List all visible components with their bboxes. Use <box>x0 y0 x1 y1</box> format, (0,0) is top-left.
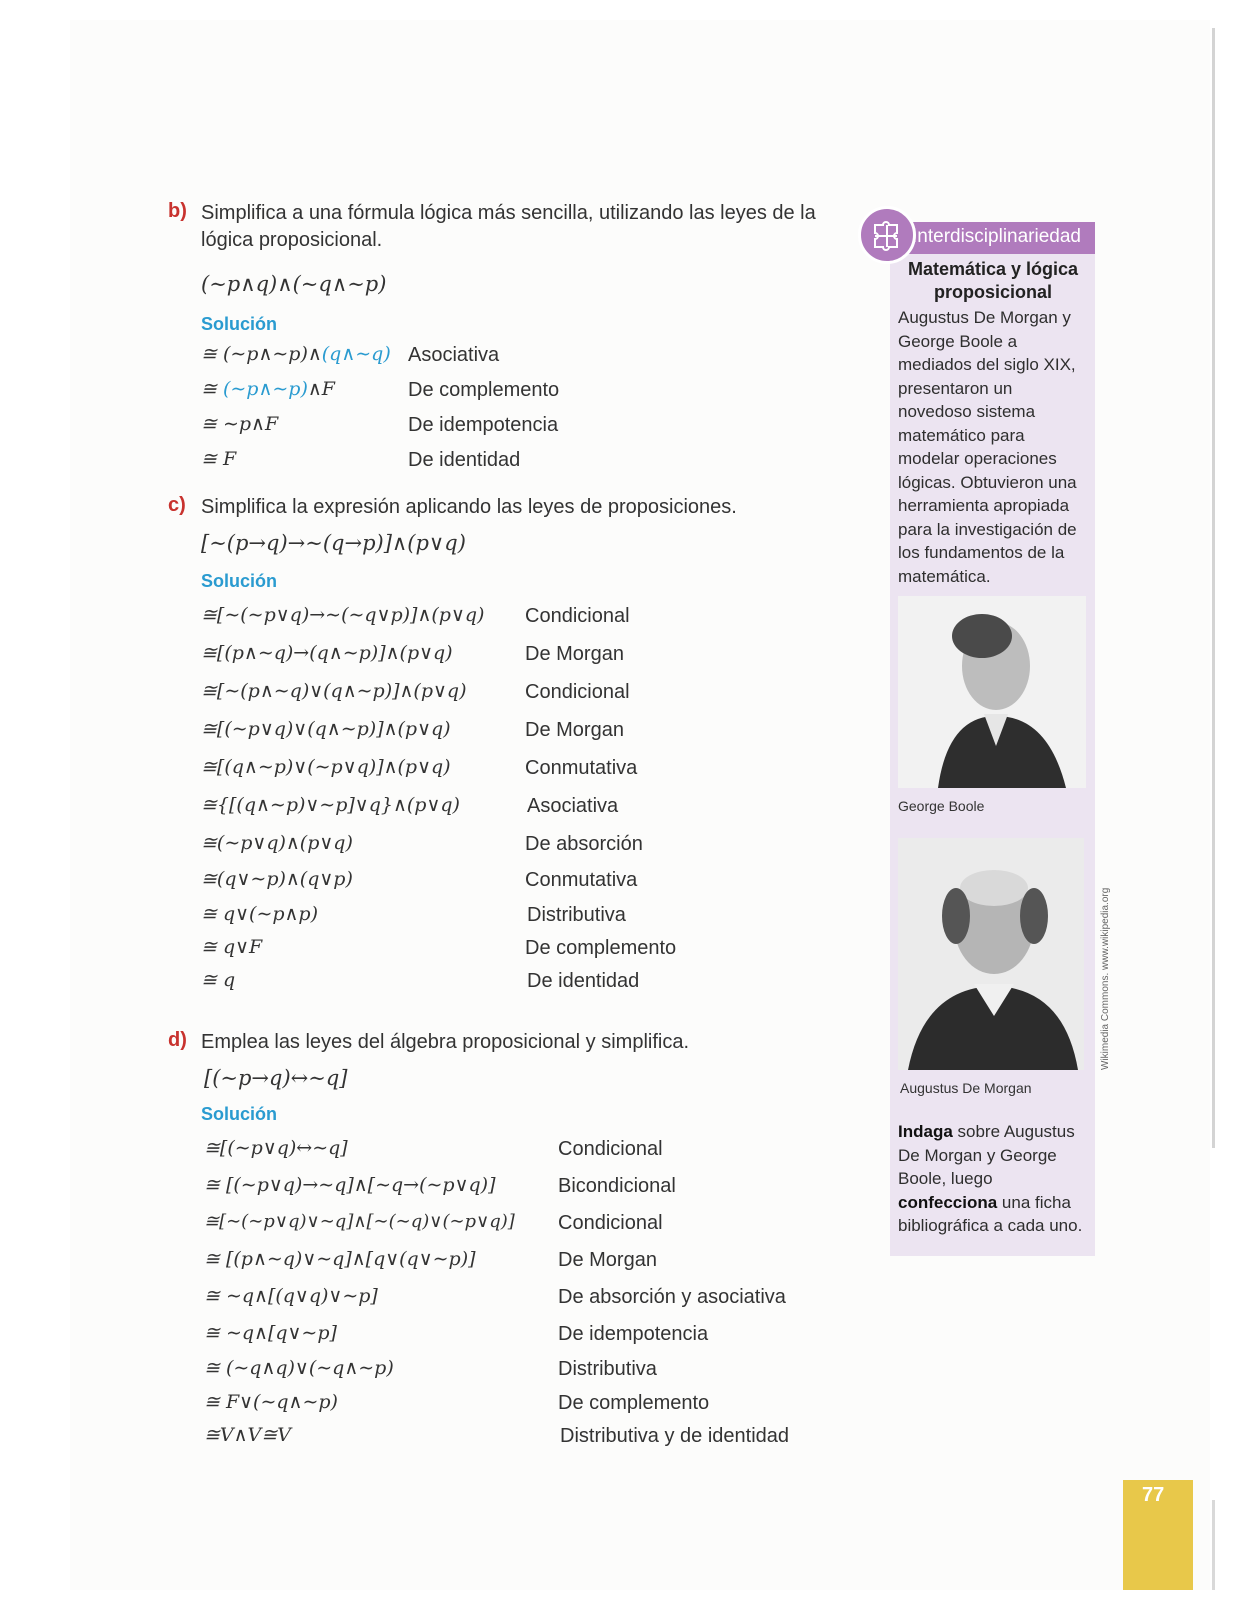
exercise-letter: d) <box>168 1029 187 1051</box>
sidebar-tab-label: Interdisciplinariedad <box>912 226 1081 247</box>
step-law: De idempotencia <box>408 414 559 436</box>
step-law: Asociativa <box>527 795 619 817</box>
step-row <box>168 868 878 903</box>
image-credit: Wikimedia Commons. www.wikipedia.org <box>1100 887 1111 1070</box>
step-law: De Morgan <box>525 719 624 741</box>
step-row <box>168 1137 878 1174</box>
portrait-augustus-de-morgan <box>898 838 1084 1070</box>
page-edge <box>1212 28 1215 1148</box>
step-law: Asociativa <box>408 344 500 366</box>
exercise-formula: [(∼p→q)↔∼q] <box>204 1066 348 1090</box>
step-row <box>168 642 878 680</box>
step-expression: ≅(q∨∼p)∧(q∨p) <box>201 868 353 890</box>
step-row <box>168 794 878 832</box>
step-law: Condicional <box>558 1212 663 1234</box>
step-expression: ≅{[(q∧∼p)∨∼p]∨q}∧(p∨q) <box>201 794 460 816</box>
page-edge-bottom <box>1212 1500 1215 1590</box>
step-law: Conmutativa <box>525 869 638 891</box>
step-row <box>168 1285 878 1322</box>
step-row <box>168 1211 878 1248</box>
step-law: Condicional <box>558 1138 663 1160</box>
step-law: De absorción y asociativa <box>558 1286 786 1308</box>
step-expression: ≅[(∼p∨q)↔∼q] <box>204 1137 348 1159</box>
step-law: Condicional <box>525 681 630 703</box>
step-expression: ≅ [(∼p∨q)→∼q]∧[∼q→(∼p∨q)] <box>204 1174 496 1196</box>
solution-steps <box>168 343 878 483</box>
step-row <box>168 832 878 868</box>
step-expression: ≅ q∨F <box>201 936 263 958</box>
step-law: Bicondicional <box>558 1175 676 1197</box>
step-expression: ≅ ∼q∧[q∨∼p] <box>204 1322 337 1344</box>
step-expression: ≅ ∼p∧F <box>201 413 279 435</box>
step-expression: ≅ ∼q∧[(q∨q)∨∼p] <box>204 1285 378 1307</box>
step-expression: ≅ [(p∧∼q)∨∼q]∧[q∨(q∨∼p)] <box>204 1248 476 1270</box>
step-row <box>168 448 878 483</box>
step-expression: ≅ F <box>201 448 237 470</box>
step-row <box>168 378 878 413</box>
step-law: Distributiva y de identidad <box>560 1425 790 1447</box>
solution-title: Solución <box>201 571 277 591</box>
step-law: De absorción <box>525 833 643 855</box>
step-row <box>168 1391 878 1424</box>
step-expression: ≅ (∼q∧q)∨(∼q∧∼p) <box>204 1357 394 1379</box>
step-row <box>168 1322 878 1357</box>
step-row <box>168 969 878 1002</box>
step-expression: ≅ (∼p∧∼p)∧(q∧∼q) <box>201 343 391 365</box>
sidebar-heading: Matemática y lógica proposicional <box>907 259 1079 302</box>
step-law: De complemento <box>525 937 677 959</box>
step-law: De idempotencia <box>558 1323 709 1345</box>
solution-steps <box>168 604 878 1002</box>
step-law: De complemento <box>408 379 560 401</box>
step-expression: ≅ q∨(∼p∧p) <box>201 903 319 925</box>
solution-steps <box>168 1137 878 1457</box>
step-row <box>168 936 878 969</box>
step-expression: ≅ (∼p∧∼p)∧F <box>201 378 335 400</box>
step-row <box>168 413 878 448</box>
step-row <box>168 1248 878 1285</box>
caption-george-boole: George Boole <box>898 798 985 814</box>
step-row <box>168 903 878 936</box>
step-law: Distributiva <box>527 904 626 926</box>
step-expression: ≅[∼(p∧∼q)∨(q∧∼p)]∧(p∨q) <box>201 680 467 702</box>
step-law: Distributiva <box>558 1358 657 1380</box>
step-expression: ≅V∧V≅V <box>204 1424 291 1446</box>
page-number: 77 <box>1142 1484 1165 1506</box>
step-law: Condicional <box>525 605 630 627</box>
step-row <box>168 1424 878 1457</box>
step-row <box>168 680 878 718</box>
step-law: De complemento <box>558 1392 710 1414</box>
step-expression: ≅[(q∧∼p)∨(∼p∨q)]∧(p∨q) <box>201 756 451 778</box>
step-law: De Morgan <box>525 643 624 665</box>
step-row <box>168 343 878 378</box>
step-law: Conmutativa <box>525 757 638 779</box>
sidebar-paragraph: Augustus De Morgan y George Boole a mediados del siglo XIX, presentaron un novedoso sistema matemático para modelar operaciones lógicas. Obtuvieron una herramienta apropiada para la investigación de los fundamentos de la matemática. <box>898 308 1077 586</box>
exercise-formula: [∼(p→q)→∼(q→p)]∧(p∨q) <box>201 531 466 555</box>
step-row <box>168 604 878 642</box>
sidebar-activity: Indaga sobre Augustus De Morgan y George Boole, luego confecciona una ficha bibliográfica a cada uno. <box>898 1122 1083 1235</box>
step-law: De identidad <box>408 449 521 471</box>
step-expression: ≅[(p∧∼q)→(q∧∼p)]∧(p∨q) <box>201 642 453 664</box>
solution-title: Solución <box>201 1104 277 1124</box>
step-expression: ≅ q <box>201 969 236 991</box>
step-expression: ≅[∼(∼p∨q)∨∼q]∧[∼(∼q)∨(∼p∨q)] <box>204 1211 515 1232</box>
step-row <box>168 1174 878 1211</box>
exercise-prompt: Simplifica a una fórmula lógica más sencilla, utilizando las leyes de la lógica proposicional. <box>201 202 816 251</box>
exercise-prompt: Emplea las leyes del álgebra proposicional y simplifica. <box>201 1031 690 1053</box>
step-expression: ≅(∼p∨q)∧(p∨q) <box>201 832 353 854</box>
exercise-letter: b) <box>168 200 187 222</box>
step-expression: ≅ F∨(∼q∧∼p) <box>204 1391 338 1413</box>
step-expression: ≅[(∼p∨q)∨(q∧∼p)]∧(p∨q) <box>201 718 451 740</box>
solution-title: Solución <box>201 314 277 334</box>
puzzle-icon <box>858 206 916 264</box>
exercise-formula: (∼p∧q)∧(∼q∧∼p) <box>201 272 387 296</box>
exercise-letter: c) <box>168 494 186 516</box>
exercise-prompt: Simplifica la expresión aplicando las leyes de proposiciones. <box>201 496 737 518</box>
exercise-b <box>168 200 878 490</box>
step-law: De Morgan <box>558 1249 657 1271</box>
step-expression: ≅[∼(∼p∨q)→∼(∼q∨p)]∧(p∨q) <box>201 604 485 626</box>
exercise-d <box>168 1029 878 1469</box>
step-row <box>168 756 878 794</box>
main-content <box>168 200 878 1469</box>
portrait-george-boole <box>898 596 1086 788</box>
step-law: De identidad <box>527 970 640 992</box>
exercise-c <box>168 494 878 1029</box>
step-row <box>168 718 878 756</box>
step-row <box>168 1357 878 1391</box>
caption-augustus-de-morgan: Augustus De Morgan <box>900 1080 1032 1096</box>
